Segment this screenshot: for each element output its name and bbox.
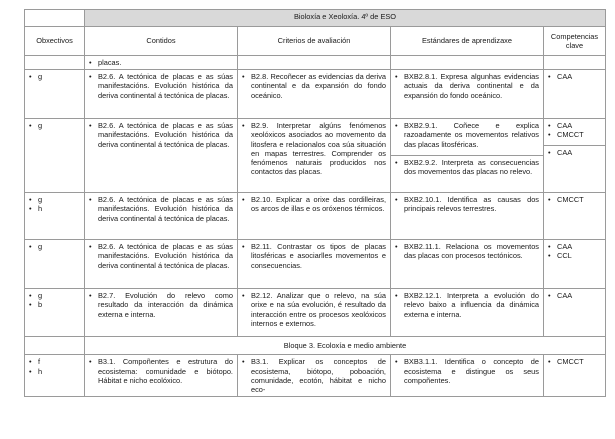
objective-item: • g <box>29 291 80 300</box>
criteria-cell <box>238 240 391 289</box>
objectives-cell <box>25 240 85 289</box>
table-row <box>25 289 606 337</box>
banner-empty-cell <box>25 10 85 27</box>
competence-item: • CCL <box>548 251 601 260</box>
objectives-cell <box>25 193 85 240</box>
competences-cell <box>544 355 606 397</box>
standards-cell <box>391 355 544 397</box>
competences-cell <box>544 119 606 193</box>
table-cell <box>391 56 544 70</box>
standard-text: • BXB2.10.1. Identifica as causas dos principais relevos terrestres. <box>395 195 539 213</box>
objective-item: • g <box>29 72 80 81</box>
competences-cell <box>544 193 606 240</box>
standards-cell <box>391 193 544 240</box>
competences-cell <box>544 289 606 337</box>
content-cell <box>85 355 238 397</box>
criteria-cell <box>238 355 391 397</box>
competence-item: • CMCCT <box>548 357 601 366</box>
standard-text: • BXB2.11.1. Relaciona os movementos das placas con procesos tectónicos. <box>395 242 539 260</box>
content-text: • B2.6. A tectónica de placas e as súas manifestacións. Evolución histórica da deriva continental á tectónica de placas. <box>89 121 233 149</box>
header-obxectivos: Obxectivos <box>25 27 85 56</box>
content-cell <box>85 193 238 240</box>
competences-cell <box>544 70 606 119</box>
standards-cell <box>391 240 544 289</box>
course-banner: Bioloxía e Xeoloxía. 4º de ESO <box>85 10 606 27</box>
standard-text: • BXB2.8.1. Expresa algunhas evidencias actuais da deriva continental e da expansión do fondo oceánico. <box>395 72 539 100</box>
objective-item: • g <box>29 242 80 251</box>
objectives-cell <box>25 289 85 337</box>
standard-text: • BXB3.1.1. Identifica o concepto de ecosistema e distingue os seus compoñentes. <box>395 357 539 385</box>
curriculum-table <box>24 9 606 397</box>
criteria-cell <box>238 70 391 119</box>
standards-cell <box>391 70 544 119</box>
content-cell <box>85 289 238 337</box>
block-3-heading: Bloque 3. Ecoloxía e medio ambiente <box>85 337 606 355</box>
criteria-text: • B2.8. Recoñecer as evidencias da deriva continental e da expansión do fondo oceánico. <box>242 72 386 100</box>
header-estandares: Estándares de aprendizaxe <box>391 27 544 56</box>
competence-subcell <box>544 145 605 157</box>
content-cell <box>85 70 238 119</box>
objective-item: • h <box>29 367 80 376</box>
competence-item: • CMCCT <box>548 195 601 204</box>
header-competencias: Competencias clave <box>544 27 606 56</box>
block-empty-cell <box>25 337 85 355</box>
competences-cell <box>544 240 606 289</box>
objective-item: • g <box>29 195 80 204</box>
content-cell <box>85 119 238 193</box>
table-row <box>25 240 606 289</box>
header-contidos: Contidos <box>85 27 238 56</box>
competence-item: • CMCCT <box>548 130 601 139</box>
criteria-cell <box>238 289 391 337</box>
table-cell <box>25 56 85 70</box>
standard-text: • BXB2.9.2. Interpreta as consecuencias dos movementos das placas no relevo. <box>395 158 539 176</box>
competence-item: • CAA <box>548 242 601 251</box>
criteria-cell <box>238 193 391 240</box>
standard-text: • BXB2.9.1. Coñece e explica razoadamente os movementos relativos das placas litosféricas. <box>395 121 539 149</box>
competence-item: • CAA <box>548 148 601 157</box>
objectives-cell <box>25 355 85 397</box>
objectives-cell <box>25 119 85 193</box>
criteria-text: • B2.11. Contrastar os tipos de placas litosféricas e asociarlles movementos e consecuencias. <box>242 242 386 270</box>
header-criterios: Criterios de avaliación <box>238 27 391 56</box>
objective-item: • f <box>29 357 80 366</box>
objective-item: • b <box>29 300 80 309</box>
objective-item: • g <box>29 121 80 130</box>
content-text: • B2.7. Evolución do relevo como resultado da interacción da dinámica externa e interna. <box>89 291 233 319</box>
block-heading-row <box>25 337 606 355</box>
competence-item: • CAA <box>548 72 601 81</box>
table-row <box>25 119 606 193</box>
criteria-text: • B3.1. Explicar os conceptos de ecosistema, biótopo, poboación, comunidade, ecotón, hábitat e nicho eco- <box>242 357 386 394</box>
standards-cell <box>391 289 544 337</box>
criteria-cell <box>238 119 391 193</box>
content-text: • B2.6. A tectónica de placas e as súas manifestacións. Evolución histórica da deriva continental á tectónica de placas. <box>89 195 233 223</box>
competence-item: • CAA <box>548 291 601 300</box>
continuation-text: • placas. <box>89 58 233 67</box>
criteria-text: • B2.10. Explicar a orixe das cordilleiras, os arcos de illas e os oróxenos térmicos. <box>242 195 386 213</box>
criteria-text: • B2.12. Analizar que o relevo, na súa orixe e na súa evolución, é resultado da interacción entre os procesos xeolóxicos internos e externos. <box>242 291 386 328</box>
table-row <box>25 70 606 119</box>
content-text: • B2.6. A tectónica de placas e as súas manifestacións. Evolución histórica da deriva continental á tectónica de placas. <box>89 72 233 100</box>
objective-item: • h <box>29 204 80 213</box>
table-cell <box>238 56 391 70</box>
criteria-text: • B2.9. Interpretar algúns fenómenos xeolóxicos asociados ao movemento da litosfera e relacionalos coa súa situación en mapas terrestres. Comprender os fenómenos naturais producidos nos contactos das placas. <box>242 121 386 176</box>
content-text: • B2.6. A tectónica de placas e as súas manifestacións. Evolución histórica da deriva continental á tectónica de placas. <box>89 242 233 270</box>
content-text: • B3.1. Compoñentes e estrutura do ecosistema: comunidade e biótopo. Hábitat e nicho ecolóxico. <box>89 357 233 385</box>
standard-subcell <box>391 155 543 176</box>
competence-item: • CAA <box>548 121 601 130</box>
standard-text: • BXB2.12.1. Interpreta a evolución do relevo baixo a influencia da dinámica externa e interna. <box>395 291 539 319</box>
content-cell <box>85 240 238 289</box>
table-cell <box>85 56 238 70</box>
continuation-row <box>25 56 606 70</box>
standards-cell <box>391 119 544 193</box>
objectives-cell <box>25 70 85 119</box>
table-row <box>25 355 606 397</box>
table-cell <box>544 56 606 70</box>
table-row <box>25 193 606 240</box>
